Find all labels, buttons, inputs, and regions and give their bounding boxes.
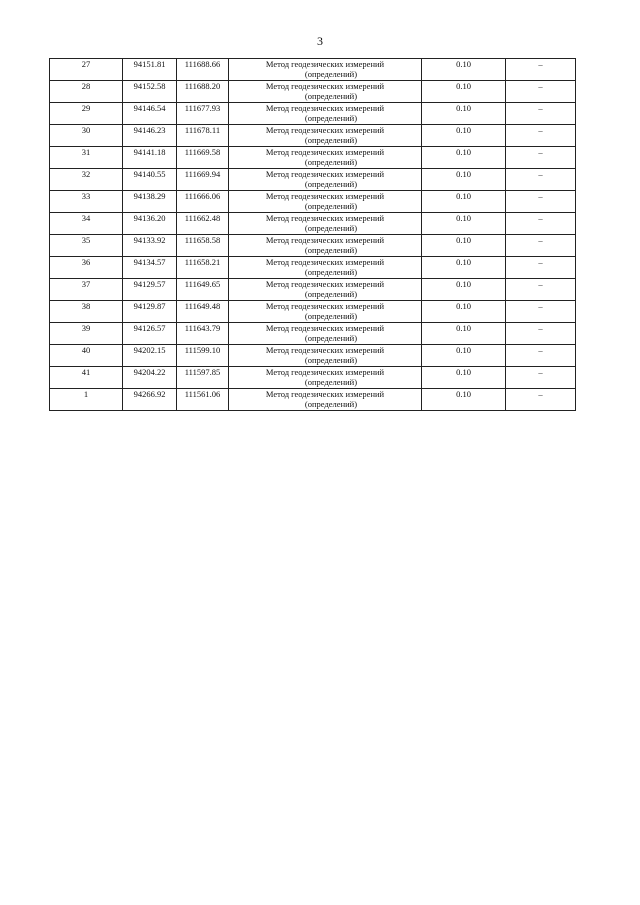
accuracy-cell: 0.10 bbox=[422, 59, 506, 81]
point-number-cell: 1 bbox=[50, 389, 123, 411]
method-cell bbox=[229, 81, 422, 103]
y-coordinate-cell: 111597.85 bbox=[177, 367, 229, 389]
x-coordinate-cell: 94146.23 bbox=[123, 125, 177, 147]
method-line-1: Метод геодезических измерений bbox=[265, 191, 385, 201]
method-line-1: Метод геодезических измерений bbox=[265, 279, 385, 289]
accuracy-cell: 0.10 bbox=[422, 103, 506, 125]
description-cell: – bbox=[506, 367, 576, 389]
method-line-1: Метод геодезических измерений bbox=[265, 257, 385, 267]
y-coordinate-cell: 111599.10 bbox=[177, 345, 229, 367]
accuracy-cell: 0.10 bbox=[422, 125, 506, 147]
point-number-cell: 29 bbox=[50, 103, 123, 125]
method-cell bbox=[229, 279, 422, 301]
y-coordinate-cell: 111662.48 bbox=[177, 213, 229, 235]
table-row bbox=[50, 235, 576, 257]
accuracy-cell: 0.10 bbox=[422, 323, 506, 345]
description-cell: – bbox=[506, 191, 576, 213]
method-line-2: (определений) bbox=[304, 135, 358, 145]
accuracy-cell: 0.10 bbox=[422, 169, 506, 191]
accuracy-cell: 0.10 bbox=[422, 235, 506, 257]
method-cell bbox=[229, 125, 422, 147]
description-cell: – bbox=[506, 147, 576, 169]
point-number-cell: 38 bbox=[50, 301, 123, 323]
point-number-cell: 41 bbox=[50, 367, 123, 389]
method-line-1: Метод геодезических измерений bbox=[265, 301, 385, 311]
method-line-2: (определений) bbox=[304, 201, 358, 211]
x-coordinate-cell: 94140.55 bbox=[123, 169, 177, 191]
method-line-1: Метод геодезических измерений bbox=[265, 81, 385, 91]
table-row bbox=[50, 147, 576, 169]
accuracy-cell: 0.10 bbox=[422, 301, 506, 323]
table-row bbox=[50, 191, 576, 213]
accuracy-cell: 0.10 bbox=[422, 147, 506, 169]
table-row bbox=[50, 389, 576, 411]
x-coordinate-cell: 94134.57 bbox=[123, 257, 177, 279]
point-number-cell: 27 bbox=[50, 59, 123, 81]
table-row bbox=[50, 279, 576, 301]
y-coordinate-cell: 111649.65 bbox=[177, 279, 229, 301]
method-cell bbox=[229, 389, 422, 411]
x-coordinate-cell: 94126.57 bbox=[123, 323, 177, 345]
point-number-cell: 33 bbox=[50, 191, 123, 213]
description-cell: – bbox=[506, 279, 576, 301]
method-cell bbox=[229, 235, 422, 257]
accuracy-cell: 0.10 bbox=[422, 367, 506, 389]
description-cell: – bbox=[506, 213, 576, 235]
description-cell: – bbox=[506, 389, 576, 411]
method-cell bbox=[229, 323, 422, 345]
page-number: 3 bbox=[317, 34, 323, 48]
y-coordinate-cell: 111666.06 bbox=[177, 191, 229, 213]
point-number-cell: 39 bbox=[50, 323, 123, 345]
method-line-2: (определений) bbox=[304, 113, 358, 123]
accuracy-cell: 0.10 bbox=[422, 213, 506, 235]
method-line-1: Метод геодезических измерений bbox=[265, 389, 385, 399]
point-number-cell: 32 bbox=[50, 169, 123, 191]
accuracy-cell: 0.10 bbox=[422, 279, 506, 301]
point-number-cell: 37 bbox=[50, 279, 123, 301]
method-line-1: Метод геодезических измерений bbox=[265, 147, 385, 157]
description-cell: – bbox=[506, 301, 576, 323]
y-coordinate-cell: 111688.66 bbox=[177, 59, 229, 81]
method-cell bbox=[229, 213, 422, 235]
table-row bbox=[50, 367, 576, 389]
accuracy-cell: 0.10 bbox=[422, 257, 506, 279]
description-cell: – bbox=[506, 169, 576, 191]
x-coordinate-cell: 94266.92 bbox=[123, 389, 177, 411]
description-cell: – bbox=[506, 103, 576, 125]
x-coordinate-cell: 94202.15 bbox=[123, 345, 177, 367]
table-row bbox=[50, 125, 576, 147]
method-cell bbox=[229, 367, 422, 389]
method-cell bbox=[229, 345, 422, 367]
y-coordinate-cell: 111643.79 bbox=[177, 323, 229, 345]
method-line-2: (определений) bbox=[304, 355, 358, 365]
table-row bbox=[50, 257, 576, 279]
description-cell: – bbox=[506, 125, 576, 147]
coordinates-table bbox=[49, 58, 576, 411]
method-line-1: Метод геодезических измерений bbox=[265, 169, 385, 179]
point-number-cell: 36 bbox=[50, 257, 123, 279]
method-cell bbox=[229, 147, 422, 169]
method-line-1: Метод геодезических измерений bbox=[265, 367, 385, 377]
point-number-cell: 34 bbox=[50, 213, 123, 235]
method-line-2: (определений) bbox=[304, 69, 358, 79]
x-coordinate-cell: 94151.81 bbox=[123, 59, 177, 81]
method-line-2: (определений) bbox=[304, 245, 358, 255]
table-row bbox=[50, 323, 576, 345]
method-line-2: (определений) bbox=[304, 289, 358, 299]
x-coordinate-cell: 94141.18 bbox=[123, 147, 177, 169]
method-line-2: (определений) bbox=[304, 311, 358, 321]
description-cell: – bbox=[506, 59, 576, 81]
method-line-1: Метод геодезических измерений bbox=[265, 345, 385, 355]
y-coordinate-cell: 111669.94 bbox=[177, 169, 229, 191]
table-row bbox=[50, 81, 576, 103]
description-cell: – bbox=[506, 257, 576, 279]
accuracy-cell: 0.10 bbox=[422, 389, 506, 411]
method-line-2: (определений) bbox=[304, 223, 358, 233]
x-coordinate-cell: 94152.58 bbox=[123, 81, 177, 103]
method-line-2: (определений) bbox=[304, 179, 358, 189]
method-line-2: (определений) bbox=[304, 377, 358, 387]
x-coordinate-cell: 94204.22 bbox=[123, 367, 177, 389]
method-line-1: Метод геодезических измерений bbox=[265, 235, 385, 245]
point-number-cell: 35 bbox=[50, 235, 123, 257]
table-row bbox=[50, 169, 576, 191]
method-cell bbox=[229, 191, 422, 213]
y-coordinate-cell: 111649.48 bbox=[177, 301, 229, 323]
description-cell: – bbox=[506, 345, 576, 367]
y-coordinate-cell: 111658.58 bbox=[177, 235, 229, 257]
y-coordinate-cell: 111677.93 bbox=[177, 103, 229, 125]
y-coordinate-cell: 111561.06 bbox=[177, 389, 229, 411]
x-coordinate-cell: 94129.57 bbox=[123, 279, 177, 301]
accuracy-cell: 0.10 bbox=[422, 345, 506, 367]
table-row bbox=[50, 345, 576, 367]
description-cell: – bbox=[506, 323, 576, 345]
point-number-cell: 28 bbox=[50, 81, 123, 103]
method-line-2: (определений) bbox=[304, 267, 358, 277]
method-line-2: (определений) bbox=[304, 399, 358, 409]
method-line-1: Метод геодезических измерений bbox=[265, 125, 385, 135]
y-coordinate-cell: 111678.11 bbox=[177, 125, 229, 147]
y-coordinate-cell: 111658.21 bbox=[177, 257, 229, 279]
accuracy-cell: 0.10 bbox=[422, 81, 506, 103]
method-line-1: Метод геодезических измерений bbox=[265, 103, 385, 113]
table-row bbox=[50, 213, 576, 235]
table-row bbox=[50, 59, 576, 81]
method-cell bbox=[229, 103, 422, 125]
method-cell bbox=[229, 301, 422, 323]
method-line-1: Метод геодезических измерений bbox=[265, 59, 385, 69]
x-coordinate-cell: 94138.29 bbox=[123, 191, 177, 213]
method-cell bbox=[229, 257, 422, 279]
method-cell bbox=[229, 169, 422, 191]
method-line-2: (определений) bbox=[304, 157, 358, 167]
table-row bbox=[50, 103, 576, 125]
coordinates-table-body bbox=[50, 59, 576, 411]
accuracy-cell: 0.10 bbox=[422, 191, 506, 213]
x-coordinate-cell: 94133.92 bbox=[123, 235, 177, 257]
method-line-1: Метод геодезических измерений bbox=[265, 213, 385, 223]
y-coordinate-cell: 111688.20 bbox=[177, 81, 229, 103]
x-coordinate-cell: 94136.20 bbox=[123, 213, 177, 235]
method-line-2: (определений) bbox=[304, 91, 358, 101]
method-line-2: (определений) bbox=[304, 333, 358, 343]
x-coordinate-cell: 94129.87 bbox=[123, 301, 177, 323]
method-line-1: Метод геодезических измерений bbox=[265, 323, 385, 333]
description-cell: – bbox=[506, 235, 576, 257]
point-number-cell: 40 bbox=[50, 345, 123, 367]
x-coordinate-cell: 94146.54 bbox=[123, 103, 177, 125]
point-number-cell: 30 bbox=[50, 125, 123, 147]
table-row bbox=[50, 301, 576, 323]
y-coordinate-cell: 111669.58 bbox=[177, 147, 229, 169]
point-number-cell: 31 bbox=[50, 147, 123, 169]
method-cell bbox=[229, 59, 422, 81]
description-cell: – bbox=[506, 81, 576, 103]
